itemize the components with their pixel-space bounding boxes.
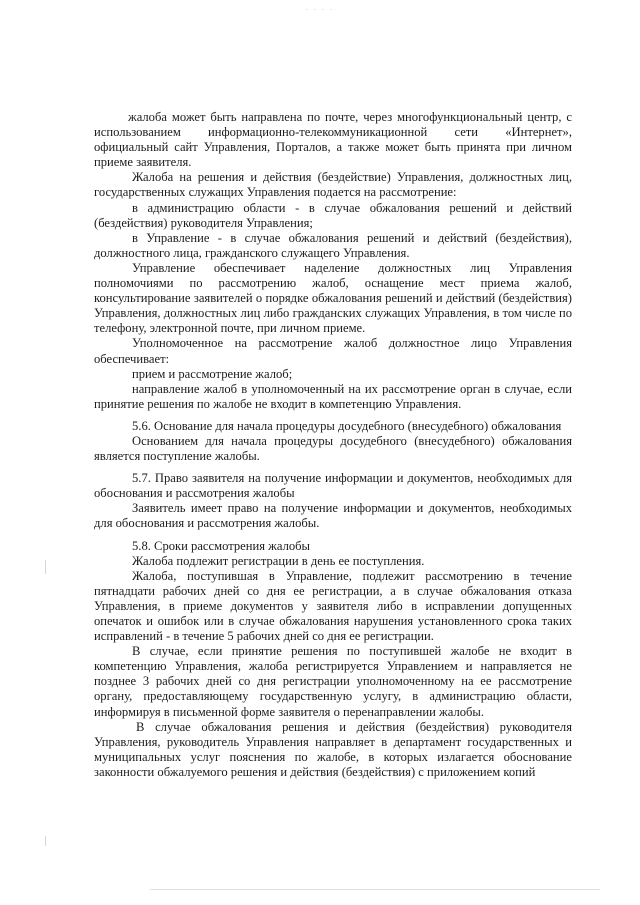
paragraph: в Управление - в случае обжалования решений и действий (бездействия), должностного лица, гражданского служащего Управления. xyxy=(94,230,572,260)
paragraph: Жалоба на решения и действия (бездействие) Управления, должностных лиц, государственных служащих Управления подается на рассмотрение: xyxy=(94,170,572,200)
paragraph: в администрацию области - в случае обжалования решений и действий (бездействия) руководителя Управления; xyxy=(94,200,572,230)
paragraph: 5.7. Право заявителя на получение информации и документов, необходимых для обоснования и рассмотрения жалобы xyxy=(94,471,572,501)
paragraph: жалоба может быть направлена по почте, через многофункциональный центр, с использованием информационно-телекоммуникационной сети «Интернет», официальный сайт Управления, Порталов, а также может быть принята при личном приеме заявителя. xyxy=(94,110,572,170)
paragraph: Основанием для начала процедуры досудебного (внесудебного) обжалования является поступление жалобы. xyxy=(94,433,572,464)
paragraph: прием и рассмотрение жалоб; xyxy=(132,366,293,381)
scan-artifact xyxy=(45,560,46,574)
paragraph: направление жалоб в уполномоченный на их рассмотрение орган в случае, если принятие решения по жалобе не входит в компетенцию Управления. xyxy=(94,381,572,411)
paragraph: В случае обжалования решения и действия (бездействия) руководителя Управления, руководитель Управления направляет в департамент государственных и муниципальных услуг пояснения по жалобе, в которых излагается обоснование законности обжалуемого решения и действия (бездействия) с приложением копий xyxy=(94,719,572,779)
bottom-scan-line xyxy=(150,889,600,890)
paragraph: Управление обеспечивает наделение должностных лиц Управления полномочиями по рассмотрению жалоб, оснащение мест приема жалоб, консультирование заявителей о порядке обжалования решений и действий (бездействия) Управления, должностных лиц либо гражданских служащих Управления, в том числе по телефону, электронной почте, при личном приеме. xyxy=(94,260,572,336)
paragraph: Жалоба подлежит регистрации в день ее поступления. xyxy=(132,553,425,568)
paragraph: Уполномоченное на рассмотрение жалоб должностное лицо Управления обеспечивает: xyxy=(94,336,572,366)
paragraph: 5.8. Сроки рассмотрения жалобы xyxy=(132,538,311,553)
paragraph: Заявитель имеет право на получение информации и документов, необходимых для обоснования и рассмотрения жалобы. xyxy=(94,501,572,531)
document-body xyxy=(94,110,572,780)
paragraph: Жалоба, поступившая в Управление, подлежит рассмотрению в течение пятнадцати рабочих дней со дня ее регистрации, а в случае обжалования отказа Управления, в приеме документов у заявителя либо в исправлении допущенных опечаток и ошибок или в случае обжалования нарушения установленного срока таких исправлений - в течение 5 рабочих дней со дня ее регистрации. xyxy=(94,568,572,644)
paragraph: 5.6. Основание для начала процедуры досудебного (внесудебного) обжалования xyxy=(132,418,562,433)
scan-artifact xyxy=(45,836,46,846)
header-mark: · · · · xyxy=(305,6,335,14)
paragraph: В случае, если принятие решения по поступившей жалобе не входит в компетенцию Управления, жалоба регистрируется Управлением и направляется не позднее 3 рабочих дней со дня регистрации уполномоченному на ее рассмотрение органу, предоставляющему государственную услугу, в администрацию области, информируя в письменной форме заявителя о перенаправлении жалобы. xyxy=(94,644,572,719)
